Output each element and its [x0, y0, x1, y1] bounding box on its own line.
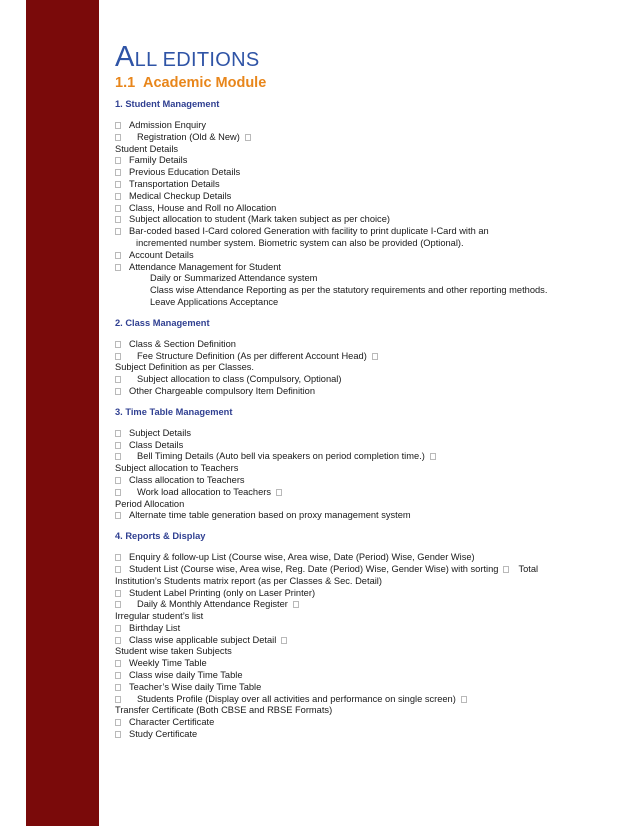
list-item [115, 250, 555, 262]
list-item [115, 132, 555, 144]
list-item [115, 440, 555, 452]
bullet-box-icon [115, 672, 121, 679]
list-item [115, 167, 555, 179]
bullet-box-icon [115, 719, 121, 726]
list-item-text: Class, House and Roll no Allocation [129, 202, 277, 213]
sections-container [115, 98, 555, 741]
list-item-text: Account Details [129, 249, 194, 260]
list-item-text: Attendance Management for Student [129, 261, 281, 272]
list-item-text: Previous Education Details [129, 167, 241, 178]
plain-line: Transfer Certificate (Both CBSE and RBSE Formats) [115, 705, 333, 716]
bullet-box-icon [115, 134, 121, 141]
plain-line: Student Details [115, 143, 179, 154]
bullet-box-icon [115, 660, 121, 667]
list-item [115, 487, 555, 499]
plain-line: Subject Definition as per Classes. [115, 362, 255, 373]
list-item [115, 694, 555, 706]
list-item [115, 120, 555, 132]
list-item-text: Birthday List [129, 622, 181, 633]
list-item-text: Students Profile (Display over all activities and performance on single screen) [137, 693, 456, 704]
bullet-box-icon [115, 157, 121, 164]
section-heading: 3. Time Table Management [115, 406, 233, 417]
bullet-box-icon [115, 590, 121, 597]
list-item-text: Weekly Time Table [129, 658, 207, 669]
list-item [115, 428, 555, 440]
list-item-text: Class Details [129, 439, 184, 450]
bullet-box-icon [115, 625, 121, 632]
list-item-continuation: incremented number system. Biometric system can also be provided (Optional). [136, 237, 464, 248]
bullet-box-icon [115, 637, 121, 644]
list-item-text: Subject Details [129, 427, 192, 438]
list-item [115, 729, 555, 741]
list-item [115, 658, 555, 670]
plain-line: Student wise taken Subjects [115, 646, 232, 657]
list-item-text: Class wise daily Time Table [129, 670, 243, 681]
page-title-capital: A [115, 41, 135, 73]
left-margin-band [26, 0, 99, 826]
list-item-text: Study Certificate [129, 729, 198, 740]
bullet-box-icon [115, 122, 121, 129]
bullet-box-icon [115, 181, 121, 188]
list-item [115, 682, 555, 694]
sub-item: Class wise Attendance Reporting as per the statutory requirements and other reporting methods. [150, 285, 548, 296]
list-item-text: Teacher’s Wise daily Time Table [129, 681, 262, 692]
bullet-box-icon [115, 430, 121, 437]
list-item-text: Enquiry & follow-up List (Course wise, Area wise, Date (Period) Wise, Gender Wise) [129, 552, 475, 563]
bullet-box-icon [115, 376, 121, 383]
plain-line: Irregular student’s list [115, 611, 204, 622]
bullet-box-icon [115, 341, 121, 348]
trailing-box-icon [372, 353, 378, 360]
trailing-box-icon [430, 453, 436, 460]
sub-item: Leave Applications Acceptance [150, 296, 279, 307]
list-item [115, 351, 555, 363]
bullet-box-icon [115, 684, 121, 691]
list-item-text: Fee Structure Definition (As per different Account Head) [137, 350, 367, 361]
list-item [115, 588, 555, 600]
list-item [115, 262, 555, 274]
list-item-text: Class allocation to Teachers [129, 474, 245, 485]
list-item [115, 623, 555, 635]
list-item [115, 374, 555, 386]
trailing-box-icon [461, 696, 467, 703]
trailing-box-icon [281, 637, 287, 644]
list-item [115, 451, 555, 463]
section-2 [115, 317, 555, 398]
bullet-box-icon [115, 489, 121, 496]
list-item [115, 214, 555, 226]
bullet-box-icon [115, 566, 121, 573]
module-title: Academic Module [143, 75, 267, 91]
list-item-text: Student Label Printing (only on Laser Printer) [129, 587, 316, 598]
list-item-text: Subject allocation to student (Mark taken subject as per choice) [129, 214, 390, 225]
list-item [115, 599, 555, 611]
list-item-text: Subject allocation to class (Compulsory, Optional) [137, 374, 342, 385]
bullet-box-icon [115, 264, 121, 271]
trailing-box-icon [293, 601, 299, 608]
module-heading [115, 74, 555, 92]
bullet-box-icon [115, 205, 121, 212]
list-item [115, 179, 555, 191]
bullet-box-icon [115, 453, 121, 460]
list-item-text: Bell Timing Details (Auto bell via speakers on period completion time.) [137, 451, 425, 462]
list-item-text: Other Chargeable compulsory Item Definition [129, 385, 316, 396]
list-item [115, 510, 555, 522]
list-item [115, 203, 555, 215]
section-heading: 2. Class Management [115, 317, 210, 328]
bullet-box-icon [115, 353, 121, 360]
list-item [115, 717, 555, 729]
list-item-text: Character Certificate [129, 717, 215, 728]
list-item [115, 155, 555, 167]
list-item [115, 226, 555, 238]
list-item-text: Registration (Old & New) [137, 131, 240, 142]
trailing-box-icon [276, 489, 282, 496]
list-item-trailing-text: Total [518, 563, 539, 574]
bullet-box-icon [115, 216, 121, 223]
list-item-text: Class & Section Definition [129, 338, 236, 349]
bullet-box-icon [115, 696, 121, 703]
list-item-text: Student List (Course wise, Area wise, Reg. Date (Period) Wise, Gender Wise) with sorting [129, 563, 499, 574]
list-item [115, 386, 555, 398]
list-item-text: Medical Checkup Details [129, 190, 232, 201]
bullet-box-icon [115, 228, 121, 235]
list-item [115, 670, 555, 682]
module-number: 1.1 [115, 75, 136, 91]
list-item-text: Work load allocation to Teachers [137, 486, 272, 497]
bullet-box-icon [115, 601, 121, 608]
bullet-box-icon [115, 252, 121, 259]
list-item [115, 635, 555, 647]
trailing-box-icon [503, 566, 509, 573]
page-title [115, 42, 555, 72]
list-item-text: Family Details [129, 155, 188, 166]
list-item-text: Class wise applicable subject Detail [129, 634, 277, 645]
plain-line: Period Allocation [115, 498, 185, 509]
section-heading: 1. Student Management [115, 99, 220, 109]
list-item [115, 475, 555, 487]
bullet-box-icon [115, 554, 121, 561]
list-item [115, 191, 555, 203]
bullet-box-icon [115, 169, 121, 176]
list-item-text: Daily & Monthly Attendance Register [137, 599, 288, 610]
bullet-box-icon [115, 442, 121, 449]
bullet-box-icon [115, 731, 121, 738]
section-4 [115, 530, 555, 741]
trailing-box-icon [245, 134, 251, 141]
plain-line: Subject allocation to Teachers [115, 463, 239, 474]
page-title-rest: LL EDITIONS [134, 49, 260, 71]
list-item-text: Bar-coded based I-Card colored Generation with facility to print duplicate I-Card with an [129, 226, 489, 237]
section-1 [115, 98, 555, 309]
list-item [115, 552, 555, 564]
list-item-text: Alternate time table generation based on proxy management system [129, 510, 411, 521]
bullet-box-icon [115, 512, 121, 519]
list-item-text: Transportation Details [129, 178, 220, 189]
bullet-box-icon [115, 388, 121, 395]
list-item [115, 339, 555, 351]
section-heading: 4. Reports & Display [115, 531, 206, 542]
sub-item: Daily or Summarized Attendance system [150, 273, 318, 284]
list-item-text: Admission Enquiry [129, 120, 206, 130]
document-body [115, 42, 555, 741]
plain-line: Institution’s Students matrix report (as per Classes & Sec. Detail) [115, 575, 382, 586]
list-item [115, 564, 555, 576]
section-3 [115, 406, 555, 522]
bullet-box-icon [115, 193, 121, 200]
bullet-box-icon [115, 477, 121, 484]
